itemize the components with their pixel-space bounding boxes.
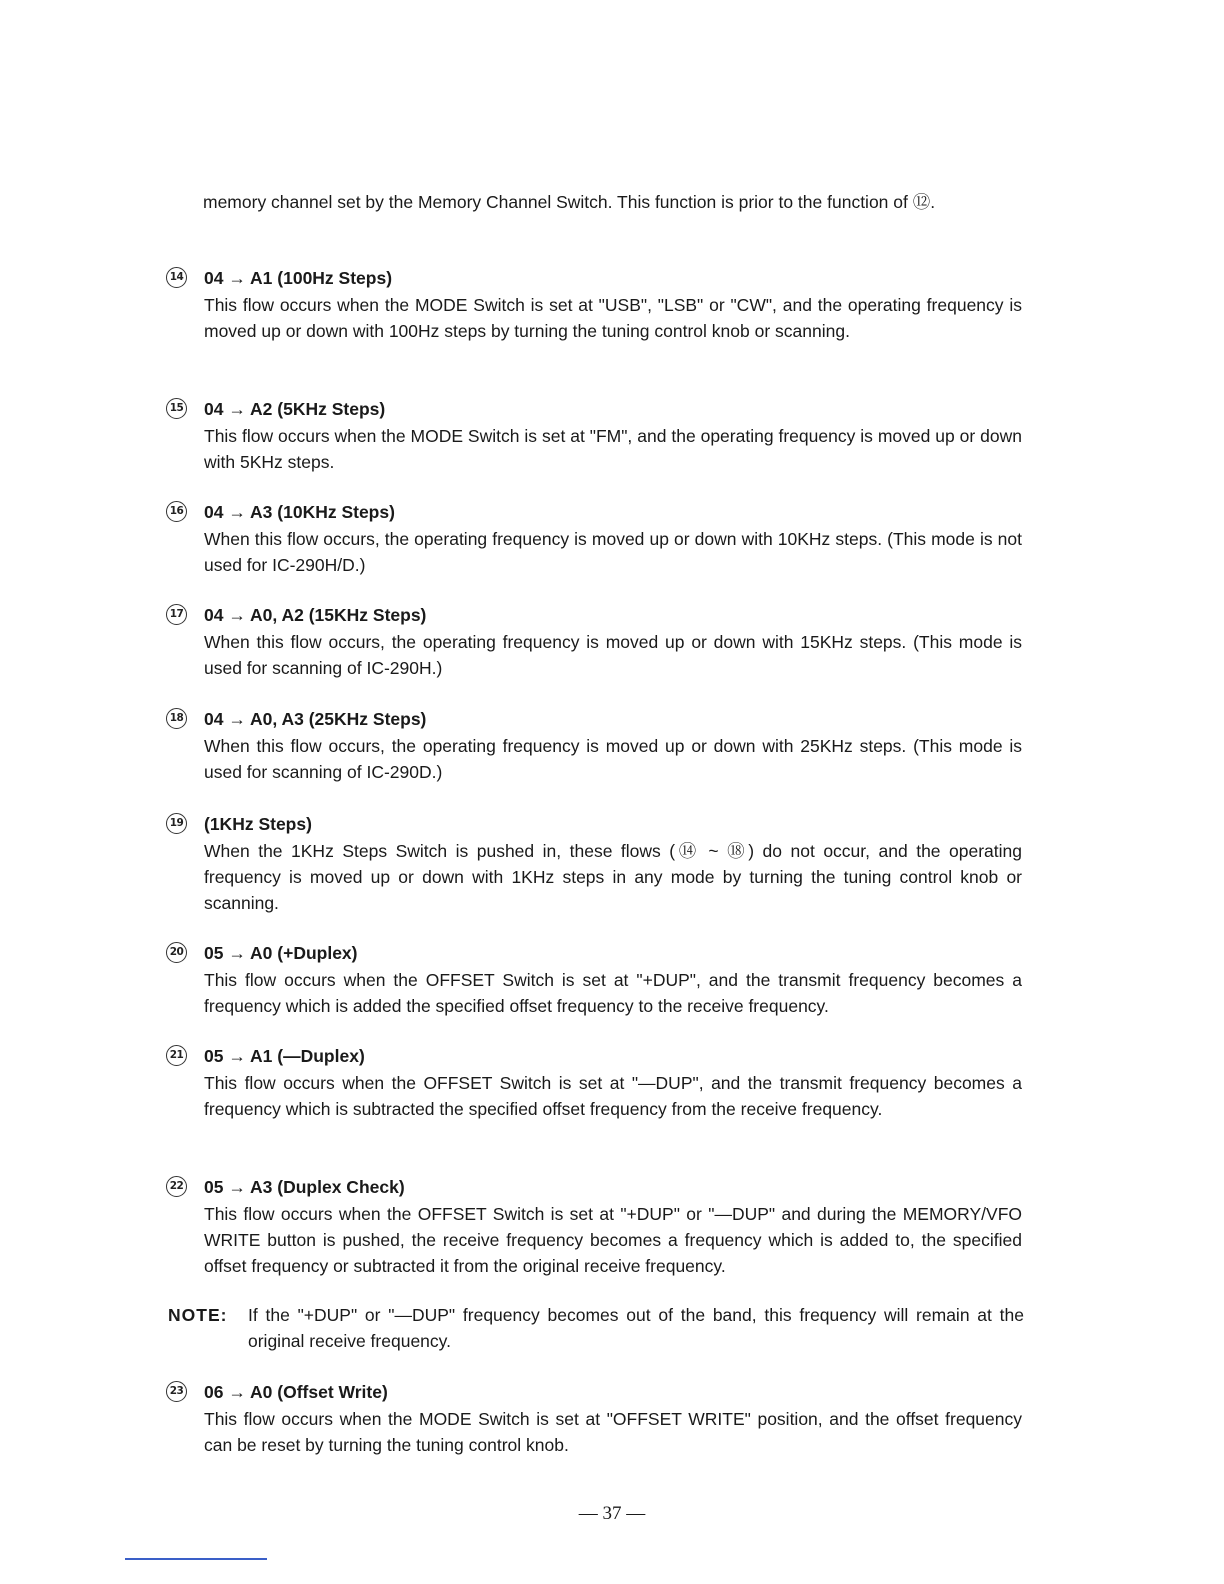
item-body: This flow occurs when the MODE Switch is set at "OFFSET WRITE" position, and the offset frequency can be reset by turning the tuning control knob. xyxy=(204,1409,1022,1455)
item-number-badge: 23 xyxy=(166,1381,187,1402)
page-number: — 37 — xyxy=(578,1503,646,1524)
item-heading: 05 → A1 (—Duplex) xyxy=(204,1046,365,1066)
item-body: When this flow occurs, the operating frequency is moved up or down with 15KHz steps. (This mode is used for scanning of IC-290H.) xyxy=(204,632,1022,678)
item-heading: (1KHz Steps) xyxy=(204,814,312,834)
item-number-badge: 22 xyxy=(166,1176,187,1197)
item-heading: 04 → A0, A2 (15KHz Steps) xyxy=(204,605,427,625)
note-label: NOTE: xyxy=(168,1305,228,1325)
item-number-badge: 16 xyxy=(166,501,187,522)
note-text: If the "+DUP" or "—DUP" frequency becomes out of the band, this frequency will remain at the original receive frequency. xyxy=(248,1305,1024,1351)
item-number-badge: 19 xyxy=(166,813,187,834)
item-body: This flow occurs when the OFFSET Switch is set at "+DUP", and the transmit frequency becomes a frequency which is added the specified offset frequency to the receive frequency. xyxy=(204,970,1022,1016)
item-body: When the 1KHz Steps Switch is pushed in, these flows (⑭ ~ ⑱) do not occur, and the operating frequency is moved up or down with 1KHz steps in any mode by turning the tuning control knob or scanning. xyxy=(204,841,1022,913)
item-body: This flow occurs when the MODE Switch is set at "USB", "LSB" or "CW", and the operating frequency is moved up or down with 100Hz steps by turning the tuning control knob or scanning. xyxy=(204,295,1022,341)
item-body: This flow occurs when the MODE Switch is set at "FM", and the operating frequency is moved up or down with 5KHz steps. xyxy=(204,426,1022,472)
item-heading: 05 → A3 (Duplex Check) xyxy=(204,1177,405,1197)
item-number-badge: 14 xyxy=(166,267,187,288)
item-heading: 04 → A3 (10KHz Steps) xyxy=(204,502,395,522)
item-body: This flow occurs when the OFFSET Switch is set at "—DUP", and the transmit frequency becomes a frequency which is subtracted the specified offset frequency from the receive frequency. xyxy=(204,1073,1022,1119)
item-number-badge: 20 xyxy=(166,942,187,963)
item-heading: 05 → A0 (+Duplex) xyxy=(204,943,358,963)
item-number-badge: 21 xyxy=(166,1045,187,1066)
item-body: When this flow occurs, the operating frequency is moved up or down with 10KHz steps. (This mode is not used for IC-290H/D.) xyxy=(204,529,1022,575)
item-heading: 04 → A0, A3 (25KHz Steps) xyxy=(204,709,427,729)
intro-paragraph: memory channel set by the Memory Channel Switch. This function is prior to the function of ⑫. xyxy=(203,192,936,212)
item-number-badge: 18 xyxy=(166,708,187,729)
item-number-badge: 15 xyxy=(166,398,187,419)
item-number-badge: 17 xyxy=(166,604,187,625)
item-heading: 06 → A0 (Offset Write) xyxy=(204,1382,388,1402)
item-heading: 04 → A2 (5KHz Steps) xyxy=(204,399,386,419)
item-body: This flow occurs when the OFFSET Switch is set at "+DUP" or "—DUP" and during the MEMORY/VFO WRITE button is pushed, the receive frequency becomes a frequency which is added to, the specified offset frequency or subtracted it from the original receive frequency. xyxy=(204,1204,1022,1276)
item-heading: 04 → A1 (100Hz Steps) xyxy=(204,268,393,288)
scan-edge-line xyxy=(125,1558,267,1560)
item-body: When this flow occurs, the operating frequency is moved up or down with 25KHz steps. (This mode is used for scanning of IC-290D.) xyxy=(204,736,1022,782)
